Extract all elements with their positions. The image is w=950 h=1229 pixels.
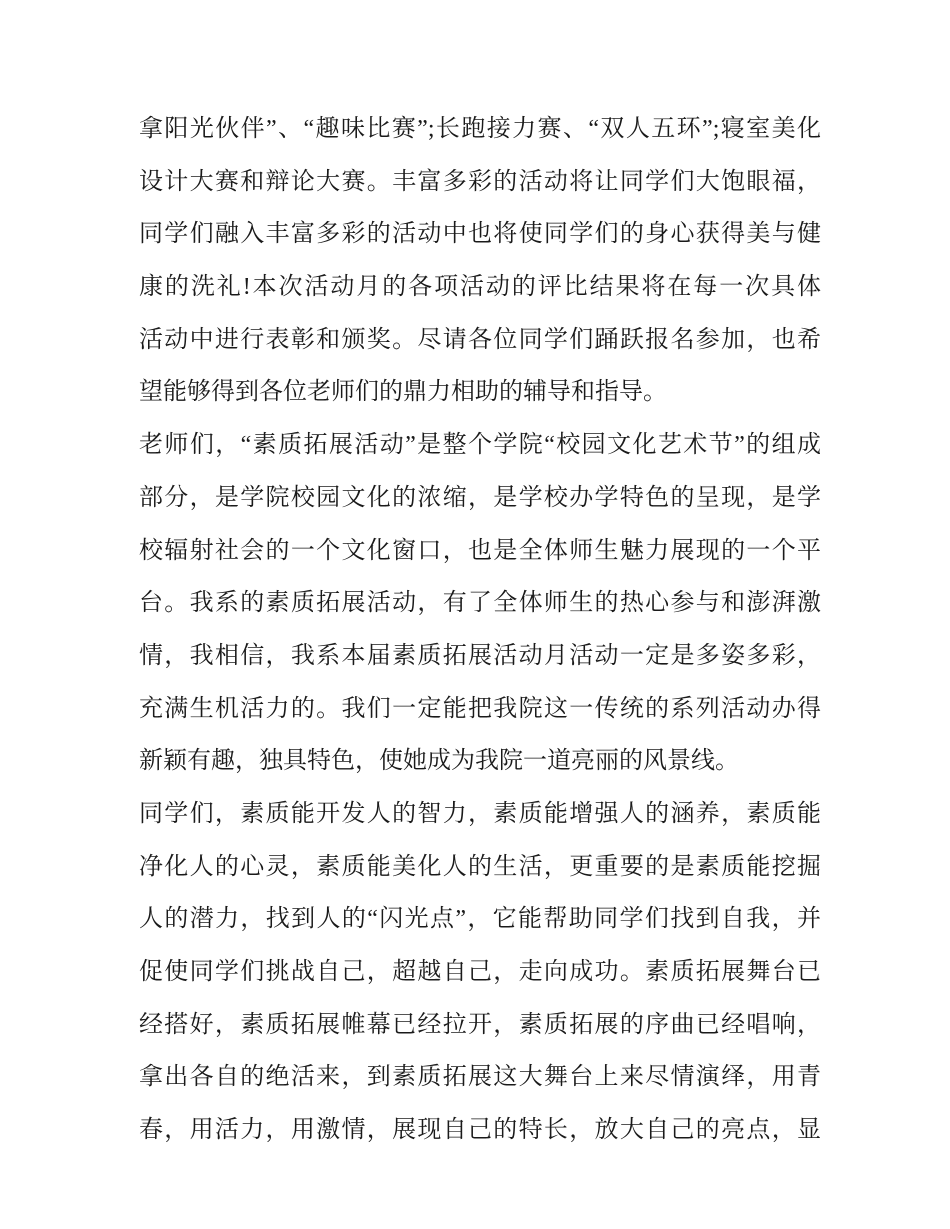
text-line: 同学们，素质能开发人的智力，素质能增强人的涵养，素质能 — [139, 800, 821, 827]
paragraph — [139, 419, 821, 788]
text-line: 老师们，“素质拓展活动”是整个学院“校园文化艺术节”的组成 — [139, 432, 821, 459]
text-line: 春，用活力，用激情，展现自己的特长，放大自己的亮点，显 — [139, 1117, 821, 1144]
text-line: 活动中进行表彰和颁奖。尽请各位同学们踊跃报名参加，也希 — [139, 326, 821, 353]
text-line: 同学们融入丰富多彩的活动中也将使同学们的身心获得美与健 — [139, 221, 821, 248]
text-line: 拿阳光伙伴”、“趣味比赛”;长跑接力赛、“双人五环”;寝室美化 — [139, 116, 821, 142]
text-line: 拿出各自的绝活来，到素质拓展这大舞台上来尽情演绎，用青 — [139, 1064, 821, 1091]
text-line: 经搭好，素质拓展帷幕已经拉开，素质拓展的序曲已经唱响， — [139, 1011, 821, 1038]
text-line: 人的潜力，找到人的“闪光点”，它能帮助同学们找到自我，并 — [139, 906, 821, 933]
document-text-block — [139, 103, 821, 1157]
paragraph — [139, 103, 821, 419]
text-line: 新颖有趣，独具特色，使她成为我院一道亮丽的风景线。 — [139, 748, 739, 775]
text-line: 康的洗礼!本次活动月的各项活动的评比结果将在每一次具体 — [139, 274, 821, 301]
text-line: 设计大赛和辩论大赛。丰富多彩的活动将让同学们大饱眼福， — [139, 168, 821, 195]
text-line: 望能够得到各位老师们的鼎力相助的辅导和指导。 — [139, 379, 667, 406]
text-line: 充满生机活力的。我们一定能把我院这一传统的系列活动办得 — [139, 695, 821, 722]
paragraph — [139, 788, 821, 1157]
text-line: 净化人的心灵，素质能美化人的生活，更重要的是素质能挖掘 — [139, 853, 821, 880]
text-line: 校辐射社会的一个文化窗口，也是全体师生魅力展现的一个平 — [139, 537, 821, 564]
text-line: 台。我系的素质拓展活动，有了全体师生的热心参与和澎湃激 — [139, 590, 821, 617]
text-line: 情，我相信，我系本届素质拓展活动月活动一定是多姿多彩， — [139, 642, 821, 669]
text-line: 促使同学们挑战自己，超越自己，走向成功。素质拓展舞台已 — [139, 959, 821, 985]
text-line: 部分，是学院校园文化的浓缩，是学校办学特色的呈现，是学 — [139, 484, 821, 511]
